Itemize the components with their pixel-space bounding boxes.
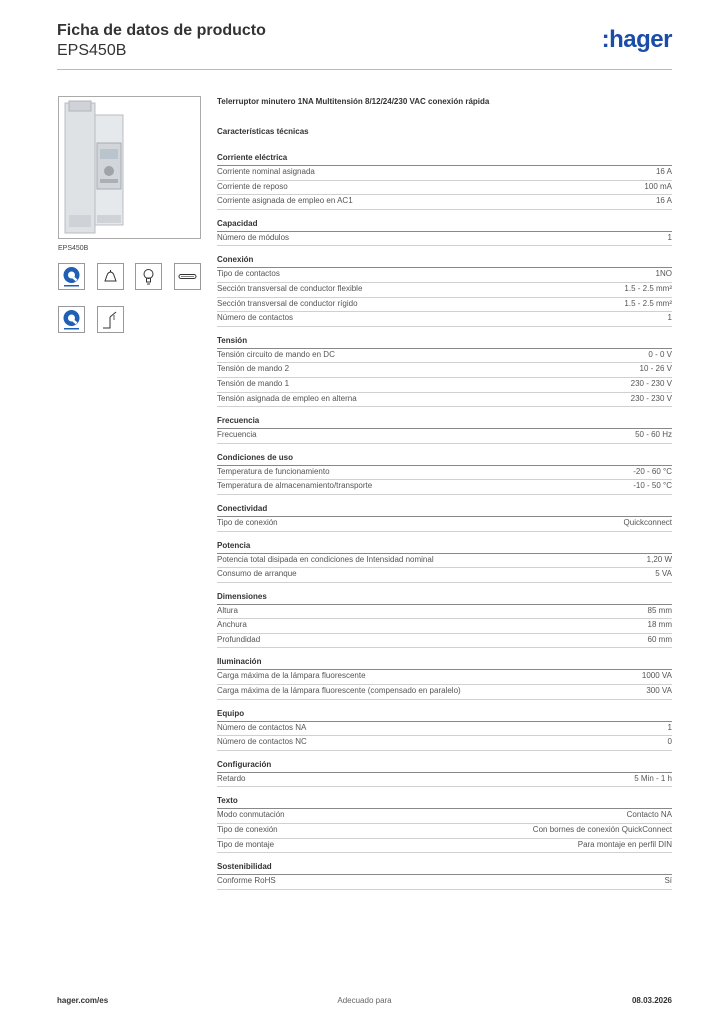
spec-value: Sí: [664, 876, 672, 886]
spec-section: [217, 335, 672, 407]
section-title: Sostenibilidad: [217, 861, 672, 875]
section-title: Corriente eléctrica: [217, 152, 672, 166]
spec-value: 0: [667, 737, 672, 747]
spec-section: [217, 415, 672, 444]
spec-section: [217, 152, 672, 210]
spec-row: [217, 349, 672, 364]
spec-value: 18 mm: [647, 620, 672, 630]
section-title: Iluminación: [217, 656, 672, 670]
bell-icon: [97, 263, 124, 290]
spec-row: [217, 298, 672, 313]
spec-label: Anchura: [217, 620, 247, 630]
spec-label: Número de módulos: [217, 232, 290, 242]
spec-section: [217, 656, 672, 699]
spec-section: [217, 218, 672, 247]
spec-row: [217, 736, 672, 751]
technical-characteristics-heading: Características técnicas: [217, 127, 309, 136]
spec-section: [217, 503, 672, 532]
spec-value: 230 - 230 V: [630, 378, 672, 388]
spec-label: Tensión circuito de mando en DC: [217, 349, 335, 359]
section-title: Configuración: [217, 759, 672, 773]
spec-row: [217, 824, 672, 839]
pushbutton-switch-icon: [97, 306, 124, 333]
spec-section: [217, 540, 672, 583]
spec-label: Sección transversal de conductor rígido: [217, 298, 358, 308]
spec-row: [217, 809, 672, 824]
document-title: Ficha de datos de producto: [57, 22, 266, 39]
spec-value: 1.5 - 2.5 mm²: [624, 283, 672, 293]
spec-row: [217, 605, 672, 620]
spec-label: Potencia total disipada en condiciones de Intensidad nominal: [217, 554, 434, 564]
spec-row: [217, 195, 672, 210]
spec-label: Retardo: [217, 773, 246, 783]
spec-value: 16 A: [655, 167, 672, 176]
spec-label: Tipo de contactos: [217, 269, 280, 279]
spec-label: Consumo de arranque: [217, 569, 297, 579]
spec-label: Tipo de montaje: [217, 839, 275, 849]
hager-logo: :hager: [601, 26, 672, 53]
section-title: Dimensiones: [217, 591, 672, 605]
section-title: Texto: [217, 795, 672, 809]
section-title: Condiciones de uso: [217, 452, 672, 466]
spec-value: 100 mA: [644, 181, 672, 191]
spec-row: [217, 232, 672, 247]
spec-value: 1: [667, 722, 672, 732]
spec-value: 85 mm: [647, 605, 672, 615]
spec-row: [217, 722, 672, 737]
spec-value: 1: [667, 232, 672, 242]
spec-row: [217, 773, 672, 788]
spec-label: Tensión de mando 2: [217, 364, 290, 374]
section-title: Conexión: [217, 254, 672, 268]
spec-label: Número de contactos NC: [217, 737, 307, 747]
footer-date: 08.03.2026: [631, 996, 672, 1005]
section-title: Frecuencia: [217, 415, 672, 429]
spec-section: [217, 708, 672, 751]
spec-row: [217, 554, 672, 569]
spec-label: Frecuencia: [217, 430, 257, 440]
spec-label: Tipo de conexión: [217, 517, 278, 527]
fluorescent-tube-icon: [174, 263, 201, 290]
spec-section: [217, 254, 672, 326]
spec-label: Temperatura de funcionamiento: [217, 466, 330, 476]
spec-label: Tipo de conexión: [217, 825, 278, 835]
spec-value: 300 VA: [646, 686, 672, 696]
spec-value: Contacto NA: [626, 810, 672, 820]
product-image: [58, 96, 201, 239]
product-caption: EPS450B: [58, 245, 89, 252]
spec-row: [217, 634, 672, 649]
spec-value: Quickconnect: [623, 517, 672, 527]
spec-value: Para montaje en perfil DIN: [577, 839, 672, 849]
spec-value: 230 - 230 V: [630, 393, 672, 403]
spec-row: [217, 166, 672, 181]
spec-value: 5 VA: [655, 569, 672, 579]
spec-sections: [217, 152, 672, 890]
spec-label: Número de contactos NA: [217, 722, 307, 732]
quickconnect-icon: [58, 263, 85, 290]
spec-row: [217, 181, 672, 196]
spec-value: 0 - 0 V: [648, 349, 672, 359]
spec-section: [217, 591, 672, 649]
spec-row: [217, 480, 672, 495]
spec-label: Carga máxima de la lámpara fluorescente (compensado en paralelo): [217, 686, 461, 696]
spec-value: 1NO: [655, 269, 672, 279]
footer-website: hager.com/es: [57, 996, 109, 1005]
spec-row: [217, 283, 672, 298]
spec-section: [217, 795, 672, 853]
spec-section: [217, 452, 672, 495]
spec-row: [217, 670, 672, 685]
spec-section: [217, 861, 672, 890]
section-title: Tensión: [217, 335, 672, 349]
footer-note: Adecuado para: [337, 996, 392, 1005]
spec-label: Modo conmutación: [217, 810, 285, 820]
spec-label: Carga máxima de la lámpara fluorescente: [217, 671, 366, 681]
spec-value: -20 - 60 °C: [633, 466, 672, 476]
product-code: EPS450B: [57, 42, 127, 59]
spec-label: Altura: [217, 605, 238, 615]
spec-row: [217, 363, 672, 378]
spec-value: 5 Min - 1 h: [634, 773, 672, 783]
spec-label: Corriente de reposo: [217, 181, 288, 191]
spec-label: Número de contactos: [217, 313, 294, 323]
section-title: Equipo: [217, 708, 672, 722]
spec-value: Con bornes de conexión QuickConnect: [532, 825, 672, 835]
section-title: Capacidad: [217, 218, 672, 232]
spec-row: [217, 466, 672, 481]
spec-row: [217, 839, 672, 854]
spec-row: [217, 875, 672, 890]
spec-row: [217, 517, 672, 532]
spec-row: [217, 268, 672, 283]
product-description: Telerruptor minutero 1NA Multitensión 8/12/24/230 VAC conexión rápida: [217, 97, 490, 106]
spec-row: [217, 429, 672, 444]
document-footer: [57, 996, 672, 1010]
spec-label: Profundidad: [217, 634, 261, 644]
spec-value: 1000 VA: [641, 671, 672, 681]
spec-label: Tensión asignada de empleo en alterna: [217, 393, 357, 403]
spec-value: 60 mm: [647, 634, 672, 644]
section-title: Potencia: [217, 540, 672, 554]
spec-label: Tensión de mando 1: [217, 378, 290, 388]
spec-row: [217, 393, 672, 408]
spec-value: 10 - 26 V: [639, 364, 672, 374]
spec-label: Sección transversal de conductor flexible: [217, 283, 363, 293]
spec-row: [217, 378, 672, 393]
spec-label: Corriente nominal asignada: [217, 167, 315, 176]
spec-section: [217, 759, 672, 788]
spec-value: 1.5 - 2.5 mm²: [624, 298, 672, 308]
spec-value: 1,20 W: [646, 554, 672, 564]
lamp-icon: [135, 263, 162, 290]
spec-row: [217, 568, 672, 583]
document-header: [57, 22, 672, 70]
quickconnect-icon: [58, 306, 85, 333]
spec-value: 16 A: [655, 196, 672, 206]
spec-row: [217, 619, 672, 634]
spec-label: Conforme RoHS: [217, 876, 276, 886]
spec-label: Temperatura de almacenamiento/transporte: [217, 481, 373, 491]
technical-data: [217, 96, 672, 890]
section-title: Conectividad: [217, 503, 672, 517]
spec-row: [217, 685, 672, 700]
spec-value: 50 - 60 Hz: [635, 430, 672, 440]
spec-row: [217, 312, 672, 327]
spec-label: Corriente asignada de empleo en AC1: [217, 196, 353, 206]
spec-value: -10 - 50 °C: [633, 481, 672, 491]
spec-value: 1: [667, 313, 672, 323]
